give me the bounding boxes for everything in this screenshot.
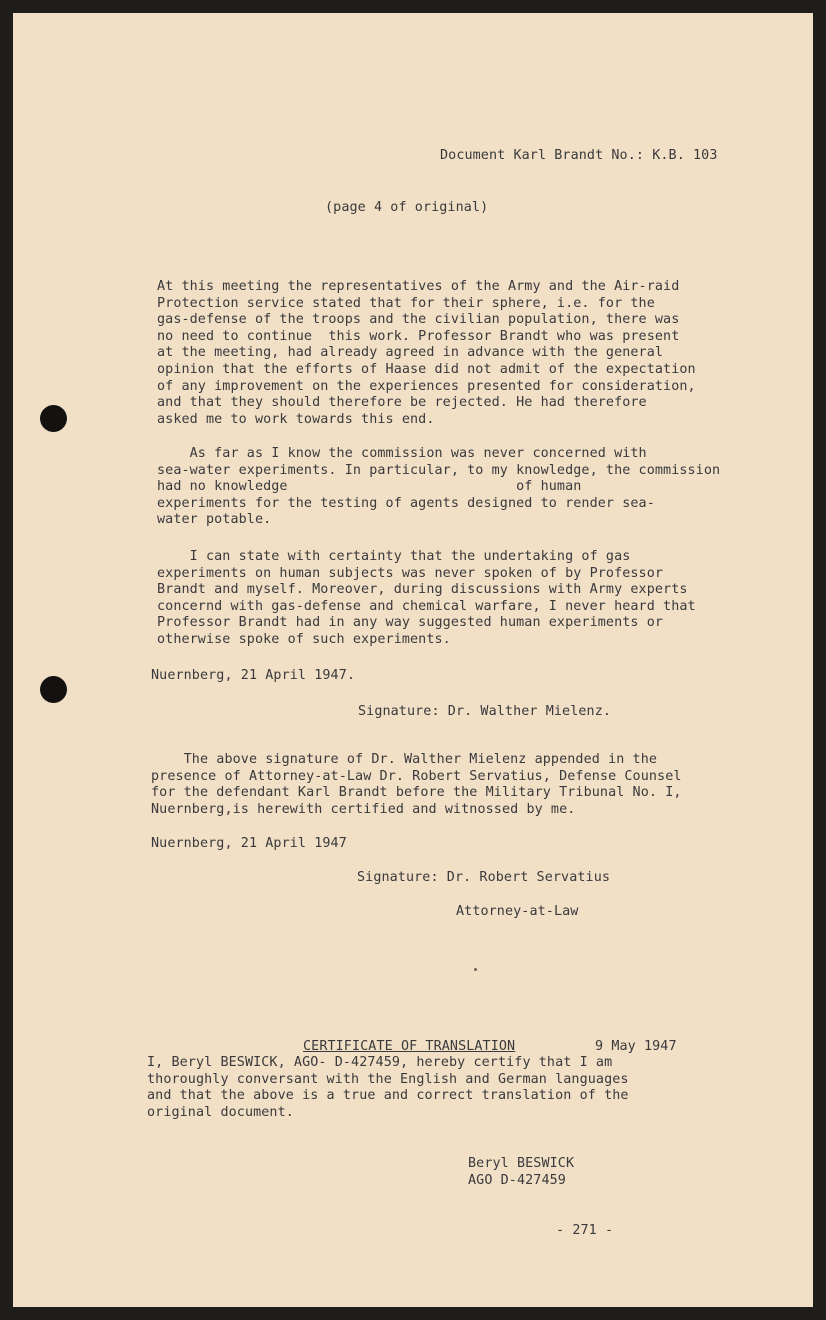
paragraph-3: I can state with certainty that the undertaking of gas experiments on human subjects was never spoken of by Professor Brandt and myself. Moreover, during discussions with Army experts concernd with gas-defense and chemical warfare, I never heard that Professor Brandt had in any way suggested human experiments or otherwise spoke of such experiments.	[157, 549, 696, 647]
certificate-heading: CERTIFICATE OF TRANSLATION	[303, 1039, 516, 1054]
certificate-date: 9 May 1947	[595, 1039, 677, 1054]
place-date: Nuernberg, 21 April 1947.	[151, 668, 356, 683]
signature-line: Signature: Dr. Walther Mielenz.	[358, 704, 612, 719]
translator-ago: AGO D-427459	[468, 1173, 566, 1188]
place-date: Nuernberg, 21 April 1947	[151, 836, 347, 851]
page-note: (page 4 of original)	[325, 200, 489, 215]
paragraph-2: As far as I know the commission was never concerned with sea-water experiments. In particular, to my knowledge, the commission had no knowledge of human experiments for the testing of agents designed to render sea- water potable.	[157, 446, 721, 528]
punch-hole	[40, 676, 67, 703]
certificate-text: I, Beryl BESWICK, AGO- D-427459, hereby certify that I am thoroughly conversant with the English and German languages and that the above is a true and correct translation of the original document.	[147, 1055, 629, 1120]
document-reference: Document Karl Brandt No.: K.B. 103	[440, 148, 718, 163]
ink-speck	[474, 968, 477, 971]
signer-title: Attorney-at-Law	[456, 904, 579, 919]
paragraph-1: At this meeting the representatives of the Army and the Air-raid Protection service stated that for their sphere, i.e. for the gas-defense of the troops and the civilian population, there was no need to continue this work. Professor Brandt who was present at the meeting, had already agreed in advance with the general opinion that the efforts of Haase did not admit of the expectation of any improvement on the experiences presented for consideration, and that they should therefore be rejected. He had therefore asked me to work towards this end.	[157, 279, 696, 427]
translator-name: Beryl BESWICK	[468, 1156, 575, 1171]
page-number: - 271 -	[556, 1223, 614, 1238]
paragraph-4: The above signature of Dr. Walther Mielenz appended in the presence of Attorney-at-Law Dr. Robert Servatius, Defense Counsel for the defendant Karl Brandt before the Military Tribunal No. I, Nuernberg,is herewith certified and witnossed by me.	[151, 752, 682, 817]
signature-line: Signature: Dr. Robert Servatius	[357, 870, 611, 885]
punch-hole	[40, 405, 67, 432]
document-page	[13, 13, 813, 1307]
